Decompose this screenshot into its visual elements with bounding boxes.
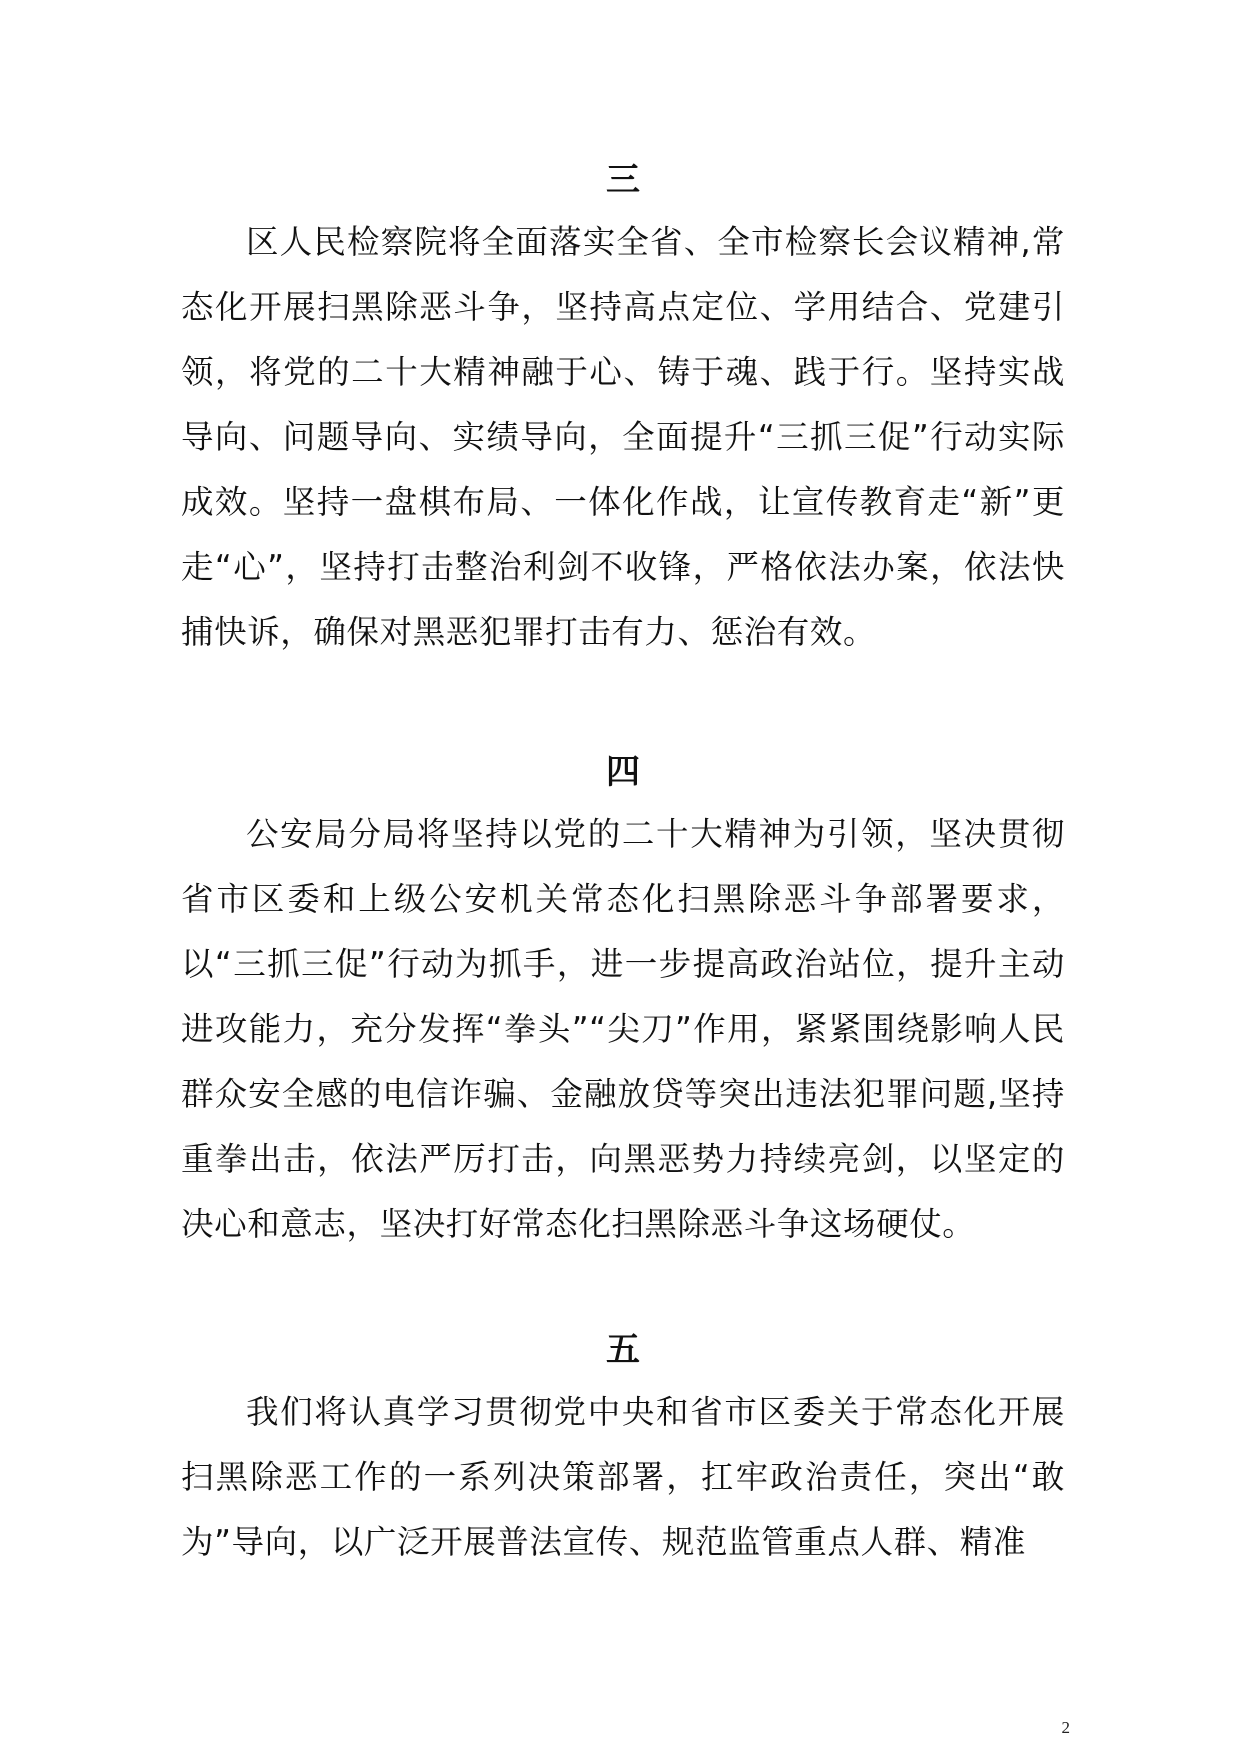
section-four: [181, 752, 1065, 1257]
page-number: 2: [1061, 1718, 1070, 1737]
section-five: [181, 1330, 1065, 1575]
section-paragraph: 公安局分局将坚持以党的二十大精神为引领，坚决贯彻省市区委和上级公安机关常态化扫黑除恶斗争部署要求，以“三抓三促”行动为抓手，进一步提高政治站位，提升主动进攻能力，充分发挥“拳头”“尖刀”作用，紧紧围绕影响人民群众安全感的电信诈骗、金融放贷等突出违法犯罪问题,坚持重拳出击，依法严厉打击，向黑恶势力持续亮剑，以坚定的决心和意志，坚决打好常态化扫黑除恶斗争这场硬仗。: [181, 815, 1065, 1243]
section-heading: 三: [606, 160, 640, 200]
section-paragraph: 我们将认真学习贯彻党中央和省市区委关于常态化开展扫黑除恶工作的一系列决策部署，扛牢政治责任，突出“敢为”导向，以广泛开展普法宣传、规范监管重点人群、精准: [181, 1393, 1065, 1561]
section-three: [181, 160, 1065, 665]
section-heading: 五: [606, 1330, 640, 1370]
section-paragraph: 区人民检察院将全面落实全省、全市检察长会议精神,常态化开展扫黑除恶斗争，坚持高点定位、学用结合、党建引领，将党的二十大精神融于心、铸于魂、践于行。坚持实战导向、问题导向、实绩导向，全面提升“三抓三促”行动实际成效。坚持一盘棋布局、一体化作战，让宣传教育走“新”更走“心”，坚持打击整治利剑不收锋，严格依法办案，依法快捕快诉，确保对黑恶犯罪打击有力、惩治有效。: [181, 223, 1065, 651]
section-heading: 四: [606, 752, 640, 792]
